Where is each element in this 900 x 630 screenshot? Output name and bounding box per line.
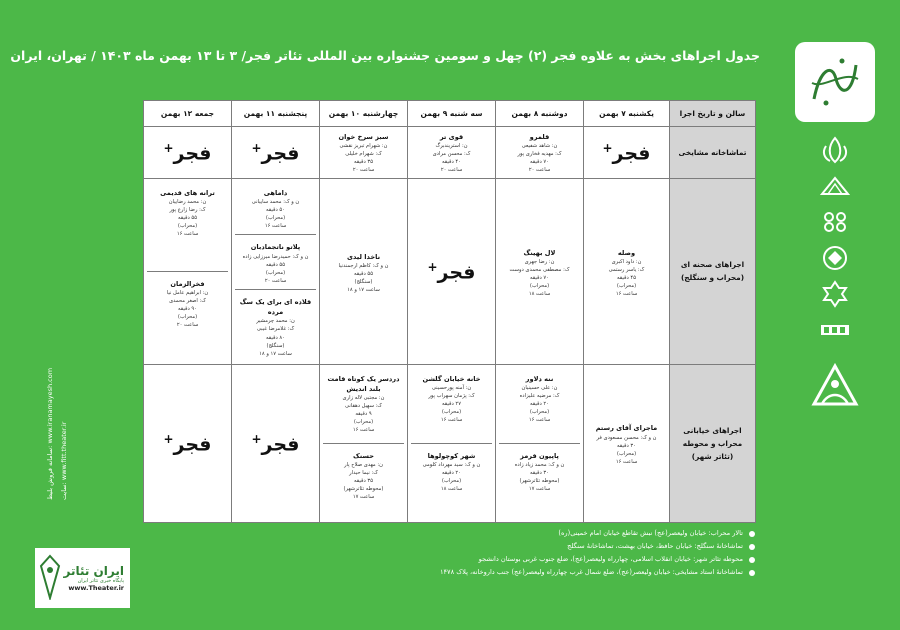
venue-label-line: محراب و محوطه xyxy=(682,438,743,448)
show-detail: ن و ک: کاظم ارجمندنیا xyxy=(338,262,389,269)
fajr-text: فجر xyxy=(261,432,300,455)
show-detail: ک: شهرام خلیلی xyxy=(345,151,382,158)
show-entry xyxy=(323,367,404,444)
day-header: سه شنبه ۹ بهمن xyxy=(408,101,496,127)
day-header: پنجشنبه ۱۱ بهمن xyxy=(232,101,320,127)
venue-notes xyxy=(175,527,755,579)
show-detail: (سنگلج) xyxy=(266,342,285,349)
venue-label-line: اجراهای صحنه ای xyxy=(680,260,745,270)
venue-label xyxy=(670,179,756,365)
show-entry xyxy=(147,272,228,362)
association-logo xyxy=(817,207,853,237)
show-detail: ن: رضا جهری xyxy=(524,258,555,265)
venue-label-line: تماشاخانه مشایخی xyxy=(678,147,747,157)
fajr-plus-logo xyxy=(251,433,299,454)
show-title: خانه خیابان گلشن xyxy=(422,374,481,383)
day-header: جمعه ۱۲ بهمن xyxy=(144,101,232,127)
split-cell xyxy=(320,364,408,522)
show-detail: ساعت ۱۶ xyxy=(615,458,638,465)
ticket-site-text: سامانه فروش بلیط: www.iranamayesh.com xyxy=(46,367,54,500)
show-entry xyxy=(320,127,408,179)
show-entry xyxy=(411,444,492,520)
show-detail: (محراب) xyxy=(441,478,462,485)
show-detail: ۴۵ دقیقه xyxy=(617,274,636,281)
split-container xyxy=(147,181,228,362)
show-detail: ن و ک: سید مهرداد کلومی xyxy=(422,461,481,468)
show-detail: (محراب) xyxy=(353,419,374,426)
fajr-plus-logo xyxy=(163,433,211,454)
show-detail: ۹۰ دقیقه xyxy=(178,306,197,313)
fajr-text: فجر xyxy=(261,142,300,165)
show-detail: ۳۰ دقیقه xyxy=(617,442,636,449)
show-detail: ساعت ۱۷ و ۱۸ xyxy=(347,287,380,294)
show-detail: (محراب) xyxy=(441,409,462,416)
schedule-table xyxy=(143,100,756,523)
venue-label xyxy=(670,364,756,522)
split-container xyxy=(411,367,492,520)
fajr-plus-cell xyxy=(232,364,320,522)
show-detail: ۳۰ دقیقه xyxy=(530,469,549,476)
festival-site-text: سایت: www.fitt.theater.ir xyxy=(60,421,68,500)
note-item: محوطه تئاتر شهر: خیابان انقلاب اسلامی، چهارراه ولیعصر(عج)، ضلع جنوب غربی بوستان دانشجو xyxy=(175,553,755,566)
show-title: فخرالزمان xyxy=(170,279,205,288)
show-entry xyxy=(499,444,580,520)
fajr-plus-logo xyxy=(163,142,211,163)
show-detail: ک: محسن مرادی xyxy=(432,151,471,158)
show-detail: ۸۰ دقیقه xyxy=(266,334,285,341)
fajr-plus-cell xyxy=(408,179,496,365)
show-detail: ساعت ۲۰ xyxy=(176,322,199,329)
show-detail: ۳۵ دقیقه xyxy=(354,478,373,485)
show-detail: ن و ک: محسن مسعودی فر xyxy=(596,434,657,441)
show-entry xyxy=(408,127,496,179)
show-detail: ۵۵ دقیقه xyxy=(178,215,197,222)
show-detail: ساعت ۱۶ xyxy=(176,231,199,238)
show-detail: ۲۰ دقیقه xyxy=(530,401,549,408)
split-container xyxy=(323,367,404,520)
insurance-logo xyxy=(817,315,853,345)
note-item: تالار محراب: خیابان ولیعصر(عج) نبش تقاطع خیابان امام خمینی(ره) xyxy=(175,527,755,540)
plus-icon: + xyxy=(251,431,262,446)
fajr-plus-logo xyxy=(427,261,475,282)
municipality-logo xyxy=(817,279,853,309)
festival-logo-icon xyxy=(802,49,868,115)
show-detail: ک: سهیل دهقانی xyxy=(345,403,382,410)
iran-theater-logo xyxy=(35,548,130,608)
fajr-plus-logo xyxy=(602,142,650,163)
emblem-icon xyxy=(817,135,853,165)
day-header: دوشنبه ۸ بهمن xyxy=(496,101,584,127)
fajr-text: فجر xyxy=(437,261,476,283)
split-cell xyxy=(408,364,496,522)
show-detail: ساعت ۱۶ xyxy=(352,427,375,434)
split-container xyxy=(499,367,580,520)
show-detail: ن: محمد رضاییان xyxy=(168,199,207,206)
show-detail: ساعت ۱۶ xyxy=(528,417,551,424)
note-item: تماشاخانهٔ سنگلج: خیابان حافظ، خیابان بهشت، تماشاخانهٔ سنگلج xyxy=(175,540,755,553)
show-title: حسنک xyxy=(353,451,374,460)
show-title: پلاتو ناتجمادبان xyxy=(250,243,301,252)
show-detail: ۲۷ دقیقه xyxy=(442,401,461,408)
city-logo xyxy=(805,357,865,417)
split-container xyxy=(235,181,316,362)
show-detail: (محراب) xyxy=(177,223,198,230)
show-entry xyxy=(235,235,316,289)
show-detail: ۵۰ دقیقه xyxy=(266,207,285,214)
show-detail: ساعت ۱۶ xyxy=(615,291,638,298)
show-detail: (سنگلج) xyxy=(354,278,373,285)
plus-icon: + xyxy=(602,140,613,155)
show-title: قلمرو xyxy=(529,133,550,141)
show-detail: ک: نیما حیدار xyxy=(349,469,378,476)
performing-arts-logo xyxy=(817,243,853,273)
show-entry xyxy=(584,179,670,365)
show-detail: (محراب) xyxy=(265,269,286,276)
show-detail: ن: شاهد شفیعی xyxy=(521,143,558,150)
show-detail: ۵۵ دقیقه xyxy=(354,270,373,277)
show-detail: ساعت ۱۷ xyxy=(528,486,551,493)
table-header-row xyxy=(144,101,756,127)
show-detail: ساعت ۲۰ xyxy=(352,167,375,174)
show-entry xyxy=(411,367,492,444)
show-detail: ساعت ۲۰ xyxy=(264,277,287,284)
bullet-icon xyxy=(749,544,755,550)
show-detail: ساعت ۲۰ xyxy=(440,167,463,174)
show-detail: (محوطه تئاترشهر) xyxy=(343,486,384,493)
show-title: داماهی xyxy=(263,189,288,197)
venue-label xyxy=(670,127,756,179)
show-detail: ک: اصغر محمدی xyxy=(169,298,206,305)
show-detail: ۹ دقیقه xyxy=(355,411,372,418)
bullet-icon xyxy=(749,531,755,537)
page-title: جدول اجراهای بخش به علاوه فجر (۲) چهل و سومین جشنواره بین المللی تئاتر فجر/ ۳ تا ۱۳ بهمن ماه ۱۴۰۳ / تهران، ایران xyxy=(10,48,760,63)
show-detail: (محوطه تئاترشهر) xyxy=(519,478,560,485)
table-row xyxy=(144,364,756,522)
show-detail: ساعت ۲۰ xyxy=(528,167,551,174)
show-detail: ک: مهدیه فخاری پور xyxy=(517,151,562,158)
day-header: یکشنبه ۷ بهمن xyxy=(584,101,670,127)
iran-theater-url[interactable]: www.Theater.ir xyxy=(68,584,124,592)
venue-label-line: (تئاتر شهر) xyxy=(691,451,734,461)
show-title: ماجرای آقای رستم xyxy=(595,424,658,433)
show-detail: ن: مجتبی لاله زاری xyxy=(342,395,385,402)
show-title: وصله xyxy=(617,248,636,257)
note-item: تماشاخانهٔ استاد مشایخی: خیابان ولیعصر(عج)، ضلع شمال غرب چهارراه ولیعصر(عج) جنب داروخانه، پلاک ۱۴۷۸ xyxy=(175,566,755,579)
show-detail: ساعت ۱۷ xyxy=(352,494,375,501)
show-detail: ساعت ۱۶ xyxy=(264,223,287,230)
show-entry xyxy=(320,179,408,365)
table-row xyxy=(144,179,756,365)
corner-header: سالن و تاریخ اجرا xyxy=(670,101,756,127)
fajr-text: فجر xyxy=(173,432,212,455)
show-detail: (محراب) xyxy=(177,314,198,321)
show-title: قوی تر xyxy=(439,133,464,141)
plus-icon: + xyxy=(427,259,438,274)
split-cell xyxy=(232,179,320,365)
show-detail: ۲۰ دقیقه xyxy=(442,469,461,476)
show-entry xyxy=(147,181,228,272)
show-detail: ن: داود اکبری xyxy=(611,258,642,265)
show-title: لال بهینگ xyxy=(523,248,556,257)
show-title: ترانه های قدیمی xyxy=(160,189,215,197)
plus-icon: + xyxy=(163,431,174,446)
show-detail: ۷۰ دقیقه xyxy=(530,159,549,166)
show-title: شهر کوچولوها xyxy=(427,451,476,460)
festival-logo xyxy=(795,42,875,122)
show-detail: ن: استریندبرگ xyxy=(435,143,468,150)
show-entry xyxy=(235,290,316,362)
show-detail: ن و ک: محمد ساییانی xyxy=(251,199,300,206)
venue-label-line: اجراهای خیابانی xyxy=(683,425,742,435)
fajr-plus-cell xyxy=(232,127,320,179)
show-entry xyxy=(235,181,316,235)
theater-mask-icon xyxy=(39,554,61,600)
show-detail: (محراب) xyxy=(529,282,550,289)
show-detail: (محراب) xyxy=(616,450,637,457)
show-title: سبز سرخ خوان xyxy=(338,133,389,141)
show-entry xyxy=(323,444,404,520)
show-detail: ن و ک: محمد زیاد زاده xyxy=(514,461,565,468)
ministry-logo xyxy=(817,171,853,201)
show-detail: ۴۰ دقیقه xyxy=(442,159,461,166)
show-detail: ک: رضا زارع پور xyxy=(169,207,206,214)
fajr-plus-cell xyxy=(584,127,670,179)
fajr-plus-logo xyxy=(251,142,299,163)
split-cell xyxy=(496,364,584,522)
venue-label-line: (محراب و سنگلج) xyxy=(680,273,745,283)
iran-theater-name: ایران تئاتر xyxy=(63,564,124,578)
fajr-plus-cell xyxy=(144,364,232,522)
show-detail: ۵۵ دقیقه xyxy=(266,261,285,268)
show-detail: ن: شهرام تبریز نقشی xyxy=(339,143,388,150)
show-entry xyxy=(496,179,584,365)
show-title: ناخدا لیدی xyxy=(346,252,381,261)
show-detail: ک: مرضیه علیزاده xyxy=(519,392,560,399)
show-entry xyxy=(499,367,580,444)
show-detail: ۷۰ دقیقه xyxy=(530,274,549,281)
show-detail: (محراب) xyxy=(529,409,550,416)
show-detail: ساعت ۱۷ و ۱۸ xyxy=(259,350,292,357)
show-detail: ن: علی حسینیان xyxy=(521,384,558,391)
show-detail: ۳۵ دقیقه xyxy=(354,159,373,166)
show-title: قلاده ای برای یک سگ مرده xyxy=(239,297,312,317)
bullet-icon xyxy=(749,557,755,563)
show-entry xyxy=(584,364,670,522)
show-entry xyxy=(496,127,584,179)
plus-icon: + xyxy=(163,140,174,155)
show-detail: ن: محمد چرمشیر xyxy=(256,318,295,325)
fajr-text: فجر xyxy=(173,142,212,165)
show-detail: ن: ابراهیم عامل نیا xyxy=(166,290,209,297)
plus-icon: + xyxy=(251,140,262,155)
show-detail: (محراب) xyxy=(616,282,637,289)
fajr-plus-cell xyxy=(144,127,232,179)
show-title: دردسر یک کوتاه قامت بلند اندیش xyxy=(327,374,400,393)
show-detail: (محراب) xyxy=(265,215,286,222)
show-detail: ک: غلامرضا غیبی xyxy=(256,326,295,333)
show-detail: ساعت ۱۸ xyxy=(528,291,551,298)
show-detail: ک: یاسر رستمی xyxy=(608,266,645,273)
show-detail: ساعت ۱۶ xyxy=(440,417,463,424)
iran-theater-subtitle: پایگاه خبری تئاتر ایران xyxy=(77,578,124,584)
show-detail: ساعت ۱۸ xyxy=(440,486,463,493)
show-title: ننه دلاور xyxy=(525,374,554,383)
show-title: پاپیون قرمز xyxy=(520,451,559,460)
show-detail: ن: مهدی صلاح پار xyxy=(344,461,383,468)
show-detail: ک: مصطفی محمدی دوست xyxy=(509,266,570,273)
fajr-text: فجر xyxy=(612,142,651,165)
day-header: چهارشنبه ۱۰ بهمن xyxy=(320,101,408,127)
bullet-icon xyxy=(749,570,755,576)
sponsor-logos xyxy=(800,135,870,417)
show-detail: ن و ک: حمیدرضا میرزایی زاده xyxy=(242,253,309,260)
split-cell xyxy=(144,179,232,365)
show-detail: ن: آمنه پورحسینی xyxy=(431,384,472,391)
table-row xyxy=(144,127,756,179)
show-detail: ک: پژمان سهراب پور xyxy=(428,392,475,399)
